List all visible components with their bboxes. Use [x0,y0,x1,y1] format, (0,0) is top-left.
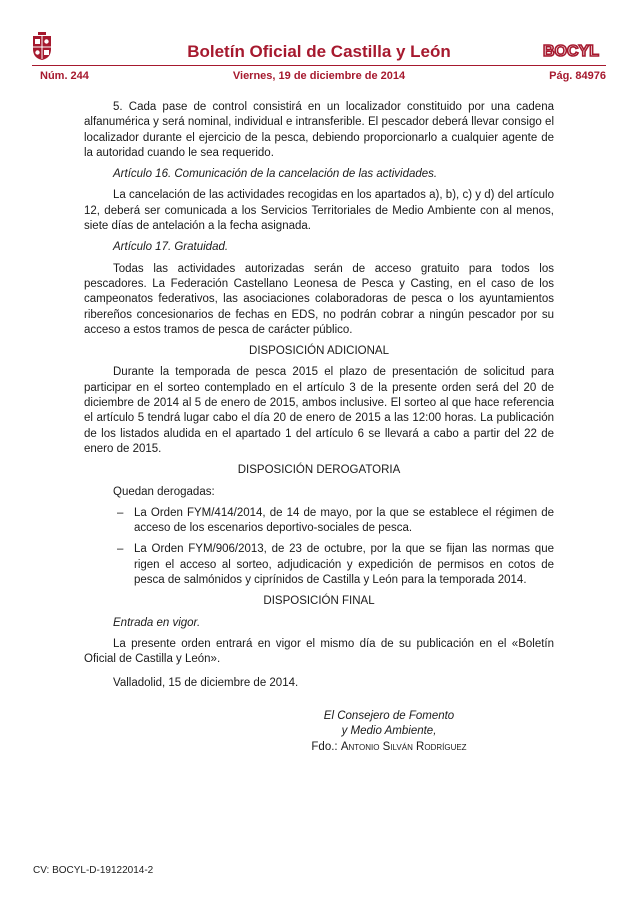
signature-block [84,709,554,756]
derogatoria-item-text: La Orden FYM/906/2013, de 23 de octubre, por la que se fijan las normas que rigen el acceso al sorteo, adjudicación y expedición de permisos en cotos de pesca de salmónidos y ciprínidos de Castilla y León para la temporada 2014. [134,543,554,587]
signer-role-line-2: y Medio Ambiente, [341,725,437,738]
bocyl-logo-text: BOCYL [543,43,599,60]
final-text: La presente orden entrará en vigor el mismo día de su publicación en el «Boletín Oficial de Castilla y León». [84,637,554,666]
issue-date: Viernes, 19 de diciembre de 2014 [232,70,406,82]
heading-derogatoria: DISPOSICIÓN DEROGATORIA [237,464,401,477]
place-date: Valladolid, 15 de diciembre de 2014. [113,676,299,689]
page-header [32,32,606,82]
article-17-title: Artículo 17. Gratuidad. [113,241,229,254]
bulletin-title: Boletín Oficial de Castilla y León [187,42,451,61]
heading-adicional: DISPOSICIÓN ADICIONAL [249,345,389,358]
header-rule [32,65,606,66]
signer-role-line-1: El Consejero de Fomento [323,709,455,722]
dash-marker: – [117,543,124,556]
final-subtitle: Entrada en vigor. [113,616,201,629]
derogatoria-item-text: La Orden FYM/414/2014, de 14 de mayo, por la que se establece el régimen de acceso de los escenarios deportivo-sociales de pesca. [134,506,554,535]
derogatoria-item [84,506,554,537]
dash-marker: – [117,506,124,519]
adicional-text: Durante la temporada de pesca 2015 el plazo de presentación de solicitud para participar en el sorteo contemplado en el artículo 3 de la presente orden será del 20 de diciembre de 2014 al 5 de enero de 2015, ambos inclusive. El sorteo al que hace referencia el artículo 5 tendrá lugar cabo el día 20 de enero de 2015 a las 12:00 horas. La publicación de los listados aludida en el apartado 1 del artículo 6 se llevará a cabo a partir del 22 de enero de 2015. [84,366,554,455]
derogatoria-intro: Quedan derogadas: [113,485,215,498]
signer-name: Antonio Silván Rodríguez [340,740,467,753]
paragraph-5: 5. Cada pase de control consistirá en un localizador constituido por una cadena alfanumérica y será nominal, individual e intransferible. El pescador deberá llevar consigo el localizador durante el ejercicio de la pesca, debiendo proporcionarlo a cualquier agente de la autoridad cuando le sea requerido. [84,101,554,159]
signature-prefix: Fdo.: [311,740,341,753]
derogatoria-item [84,542,554,588]
article-16-title: Artículo 16. Comunicación de la cancelación de las actividades. [113,168,438,181]
article-16-text: La cancelación de las actividades recogidas en los apartados a), b), c) y d) del artículo 12, deberá ser comunicada a los Servicios Territoriales de Medio Ambiente con al menos, siete días de antelación a la fecha asignada. [84,189,554,233]
issue-number: Núm. 244 [40,70,89,82]
signer-name-line [304,740,474,756]
document-body [84,100,554,755]
article-17-text: Todas las actividades autorizadas serán de acceso gratuito para todos los pescadores. La Federación Castellano Leonesa de Pesca y Casting, en el caso de los campeonatos federativos, las asociaciones colaboradoras de pesca o los ayuntamientos ribereños concesionarios de fechas en EDS, no podrán cobrar a ningún pescador por su acceso a estos tramos de pesca de carácter público. [84,262,554,336]
page-number: Pág. 84976 [549,70,606,82]
bocyl-logo-icon [536,40,606,60]
verification-code: CV: BOCYL-D-19122014-2 [33,865,154,876]
heading-final: DISPOSICIÓN FINAL [263,595,375,608]
